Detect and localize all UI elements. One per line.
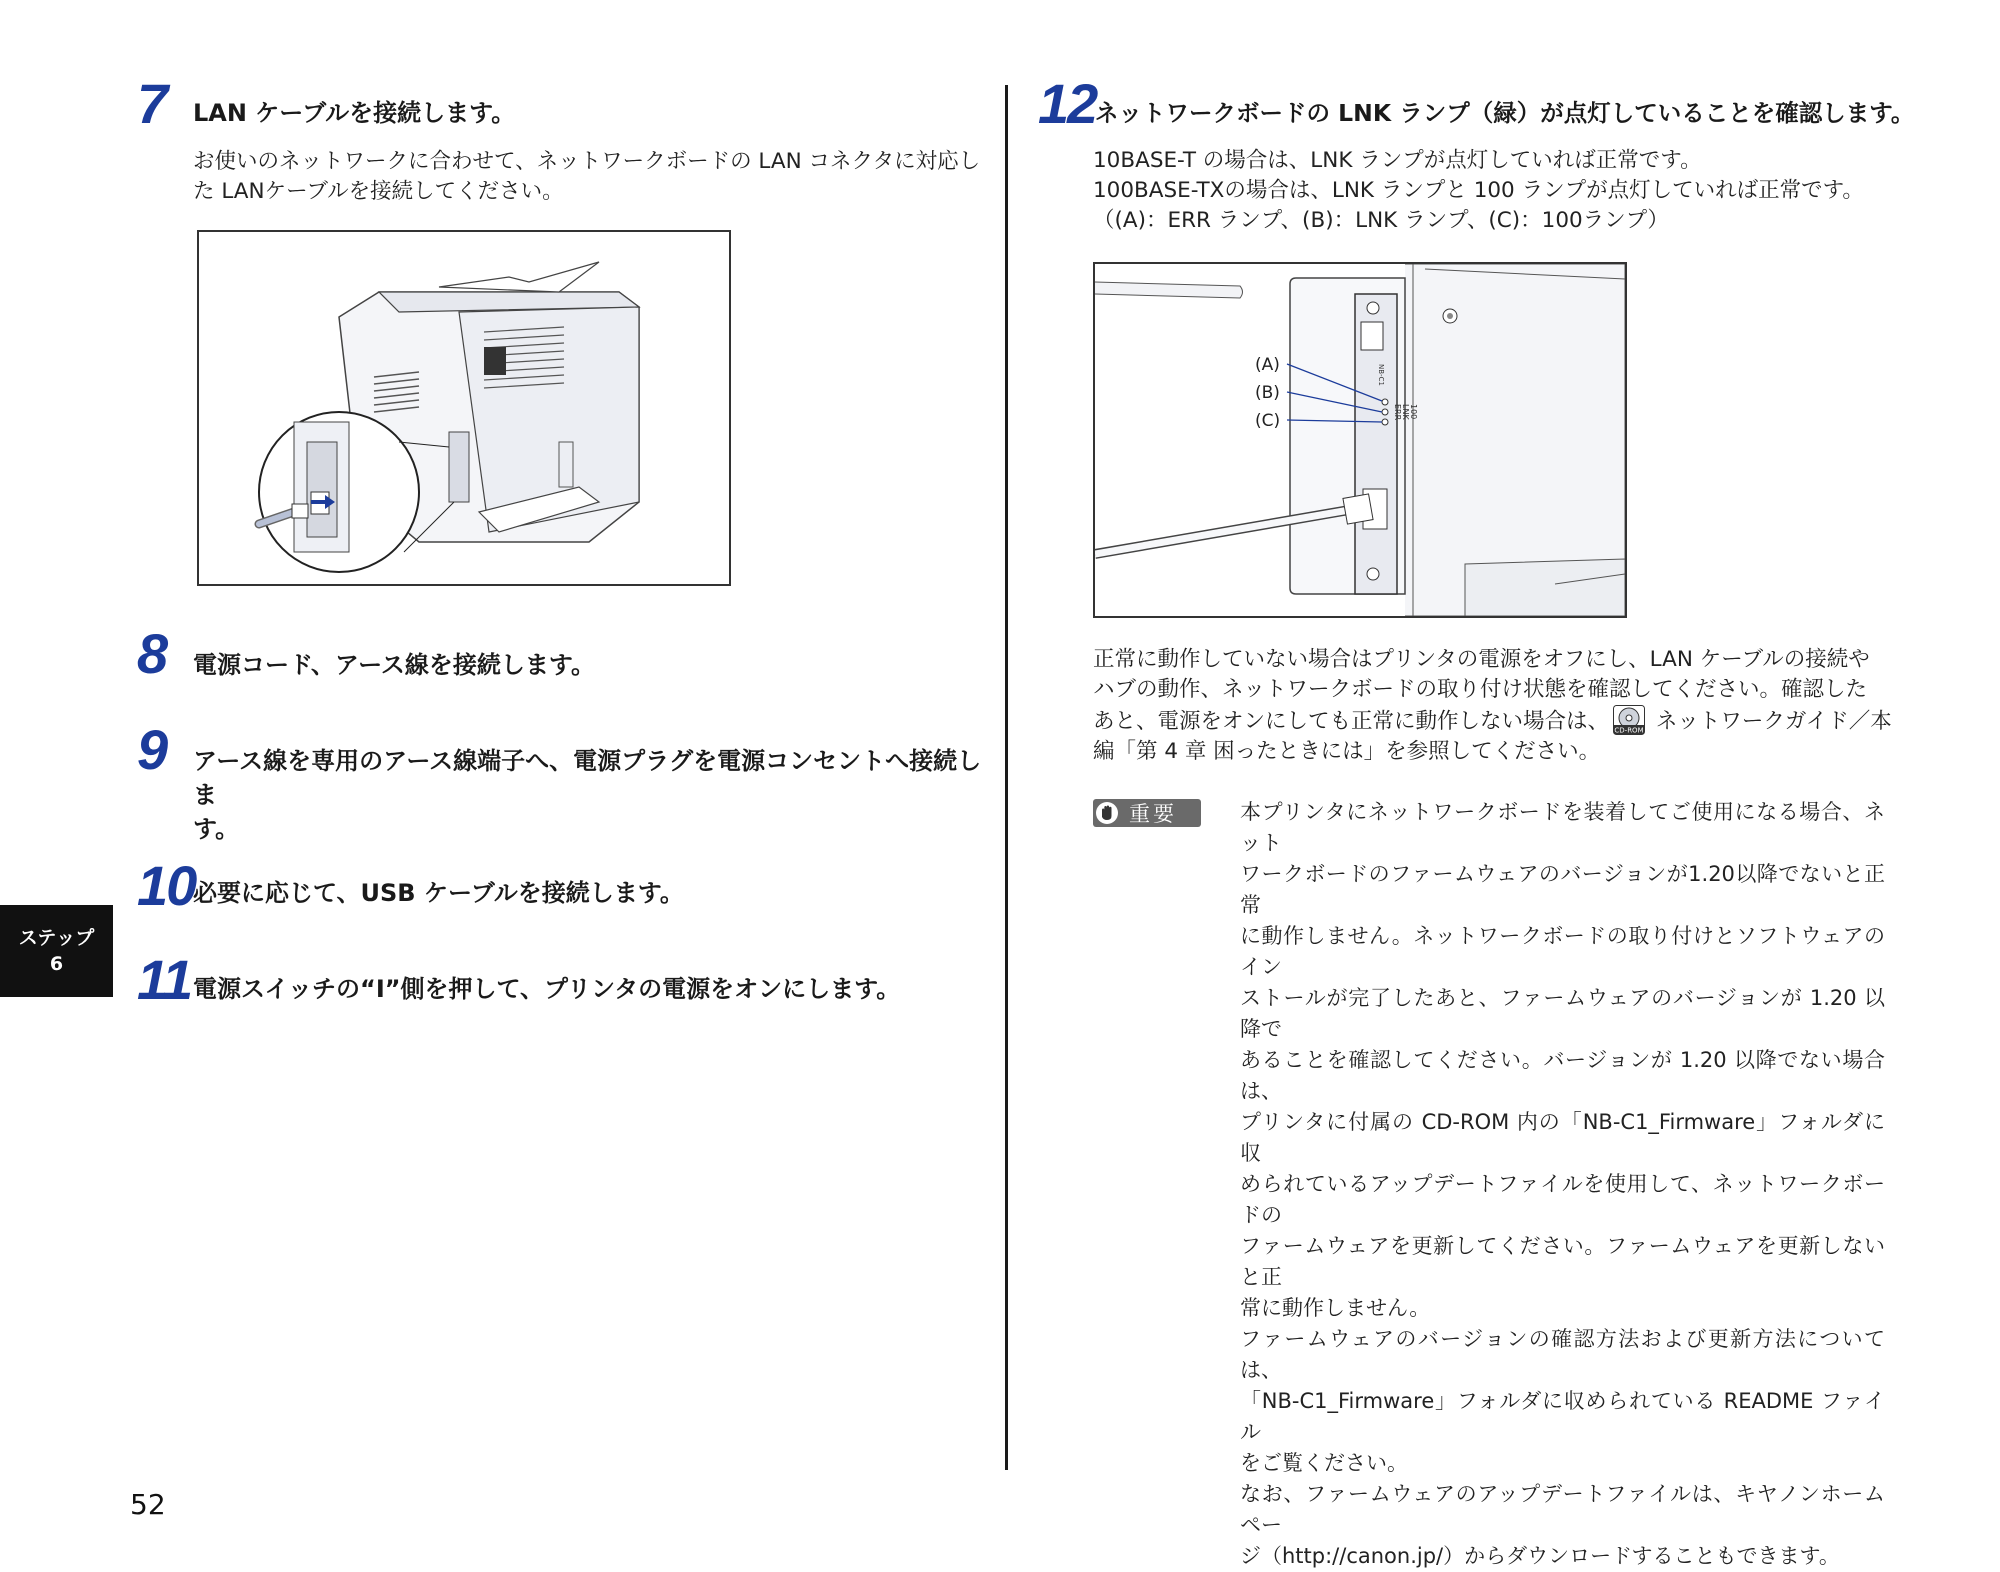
important-line: ファームウェアを更新してください。ファームウェアを更新しないと正 — [1240, 1234, 1885, 1289]
important-line: ストールが完了したあと、ファームウェアのバージョンが 1.20 以降で — [1240, 986, 1885, 1041]
network-board-illustration — [1093, 262, 1627, 618]
board-label-100: 100 — [1409, 404, 1418, 420]
important-label: 重要 — [1129, 802, 1177, 826]
step-9-number: 9 — [137, 718, 167, 781]
printer-lan-illustration — [197, 230, 731, 586]
trouble-line-3-pre: あと、電源をオンにしても正常に動作しない場合は、 — [1093, 709, 1610, 734]
board-label-lnk: LNK — [1401, 404, 1410, 420]
step-7-body-line: お使いのネットワークに合わせて、ネットワークボードの LAN コネクタに対応し — [193, 149, 981, 174]
callout-a: (A) — [1255, 355, 1280, 375]
important-line: なお、ファームウェアのアップデートファイルは、キヤノンホームペー — [1240, 1482, 1885, 1537]
trouble-line — [1093, 705, 1993, 737]
important-line: に動作しません。ネットワークボードの取り付けとソフトウェアのイン — [1240, 924, 1885, 979]
callout-c: (C) — [1255, 411, 1281, 431]
trouble-line: 正常に動作していない場合はプリンタの電源をオフにし、LAN ケーブルの接続や — [1093, 647, 1870, 672]
important-line: 本プリンタにネットワークボードを装着してご使用になる場合、ネット — [1240, 800, 1885, 855]
important-line: をご覧ください。 — [1240, 1451, 1408, 1475]
step-9-title — [193, 744, 1003, 846]
trouble-line: ハブの動作、ネットワークボードの取り付け状態を確認してください。確認した — [1093, 677, 1868, 702]
step-8-number: 8 — [137, 622, 167, 685]
chapter-side-tab — [0, 905, 113, 997]
important-badge — [1093, 799, 1201, 827]
important-line: ワークボードのファームウェアのバージョンが1.20以降でないと正常 — [1240, 862, 1885, 917]
step-11-number: 11 — [137, 948, 192, 1011]
step-11-title: 電源スイッチの“I”側を押して、プリンタの電源をオンにします。 — [193, 975, 901, 1003]
step-10-number: 10 — [137, 854, 196, 917]
callout-b: (B) — [1255, 383, 1280, 403]
trouble-line-3-post: ネットワークガイド／本 — [1649, 709, 1892, 734]
step-10-title: 必要に応じて、USB ケーブルを接続します。 — [193, 879, 684, 907]
step-12-body-line: 100BASE-TXの場合は、LNK ランプと 100 ランプが点灯していれば正常です。 — [1093, 178, 1864, 203]
step-12-title: ネットワークボードの LNK ランプ（緑）が点灯していることを確認します。 — [1095, 99, 1915, 127]
step-8-title: 電源コード、アース線を接続します。 — [193, 651, 595, 679]
step-9-title-line: す。 — [193, 815, 240, 843]
important-line: あることを確認してください。バージョンが 1.20 以降でない場合は、 — [1240, 1048, 1885, 1103]
important-note — [1240, 797, 1885, 1572]
step-7-body — [193, 147, 993, 207]
step-7-number: 7 — [137, 72, 167, 135]
step-12-body-line: （(A)：ERR ランプ、(B)：LNK ランプ、(C)：100ランプ） — [1093, 208, 1669, 233]
cd-rom-icon — [1613, 705, 1645, 735]
column-divider — [1005, 85, 1008, 1470]
important-line: ファームウェアのバージョンの確認方法および更新方法については、 — [1240, 1327, 1885, 1382]
cd-rom-icon-text: CD-ROM — [1614, 726, 1644, 735]
important-line: ジ（http://canon.jp/）からダウンロードすることもできます。 — [1240, 1544, 1840, 1568]
important-line: 「NB-C1_Firmware」フォルダに収められている README ファイル — [1240, 1389, 1885, 1444]
step-9-title-line: アース線を専用のアース線端子へ、電源プラグを電源コンセントへ接続しま — [193, 747, 982, 809]
page-number: 52 — [130, 1488, 166, 1521]
important-line: 常に動作しません。 — [1240, 1296, 1431, 1320]
side-tab-step: 6 — [49, 953, 64, 975]
hand-stop-icon — [1093, 799, 1121, 827]
step-7-body-line: た LANケーブルを接続してください。 — [193, 179, 564, 204]
important-line: められているアップデートファイルを使用して、ネットワークボードの — [1240, 1172, 1885, 1227]
board-label-model: NB-C1 — [1377, 364, 1385, 386]
step-12-number: 12 — [1038, 72, 1097, 135]
step-7-title: LAN ケーブルを接続します。 — [193, 99, 516, 127]
board-label-err: ERR — [1393, 404, 1402, 421]
side-tab-label: ステップ — [18, 927, 95, 949]
important-line: プリンタに付属の CD-ROM 内の「NB-C1_Firmware」フォルダに収 — [1240, 1110, 1885, 1165]
step-12-body — [1093, 146, 1993, 236]
troubleshooting-paragraph — [1093, 645, 1993, 767]
trouble-line: 編「第 4 章 困ったときには」を参照してください。 — [1093, 739, 1601, 764]
step-12-body-line: 10BASE-T の場合は、LNK ランプが点灯していれば正常です。 — [1093, 148, 1702, 173]
